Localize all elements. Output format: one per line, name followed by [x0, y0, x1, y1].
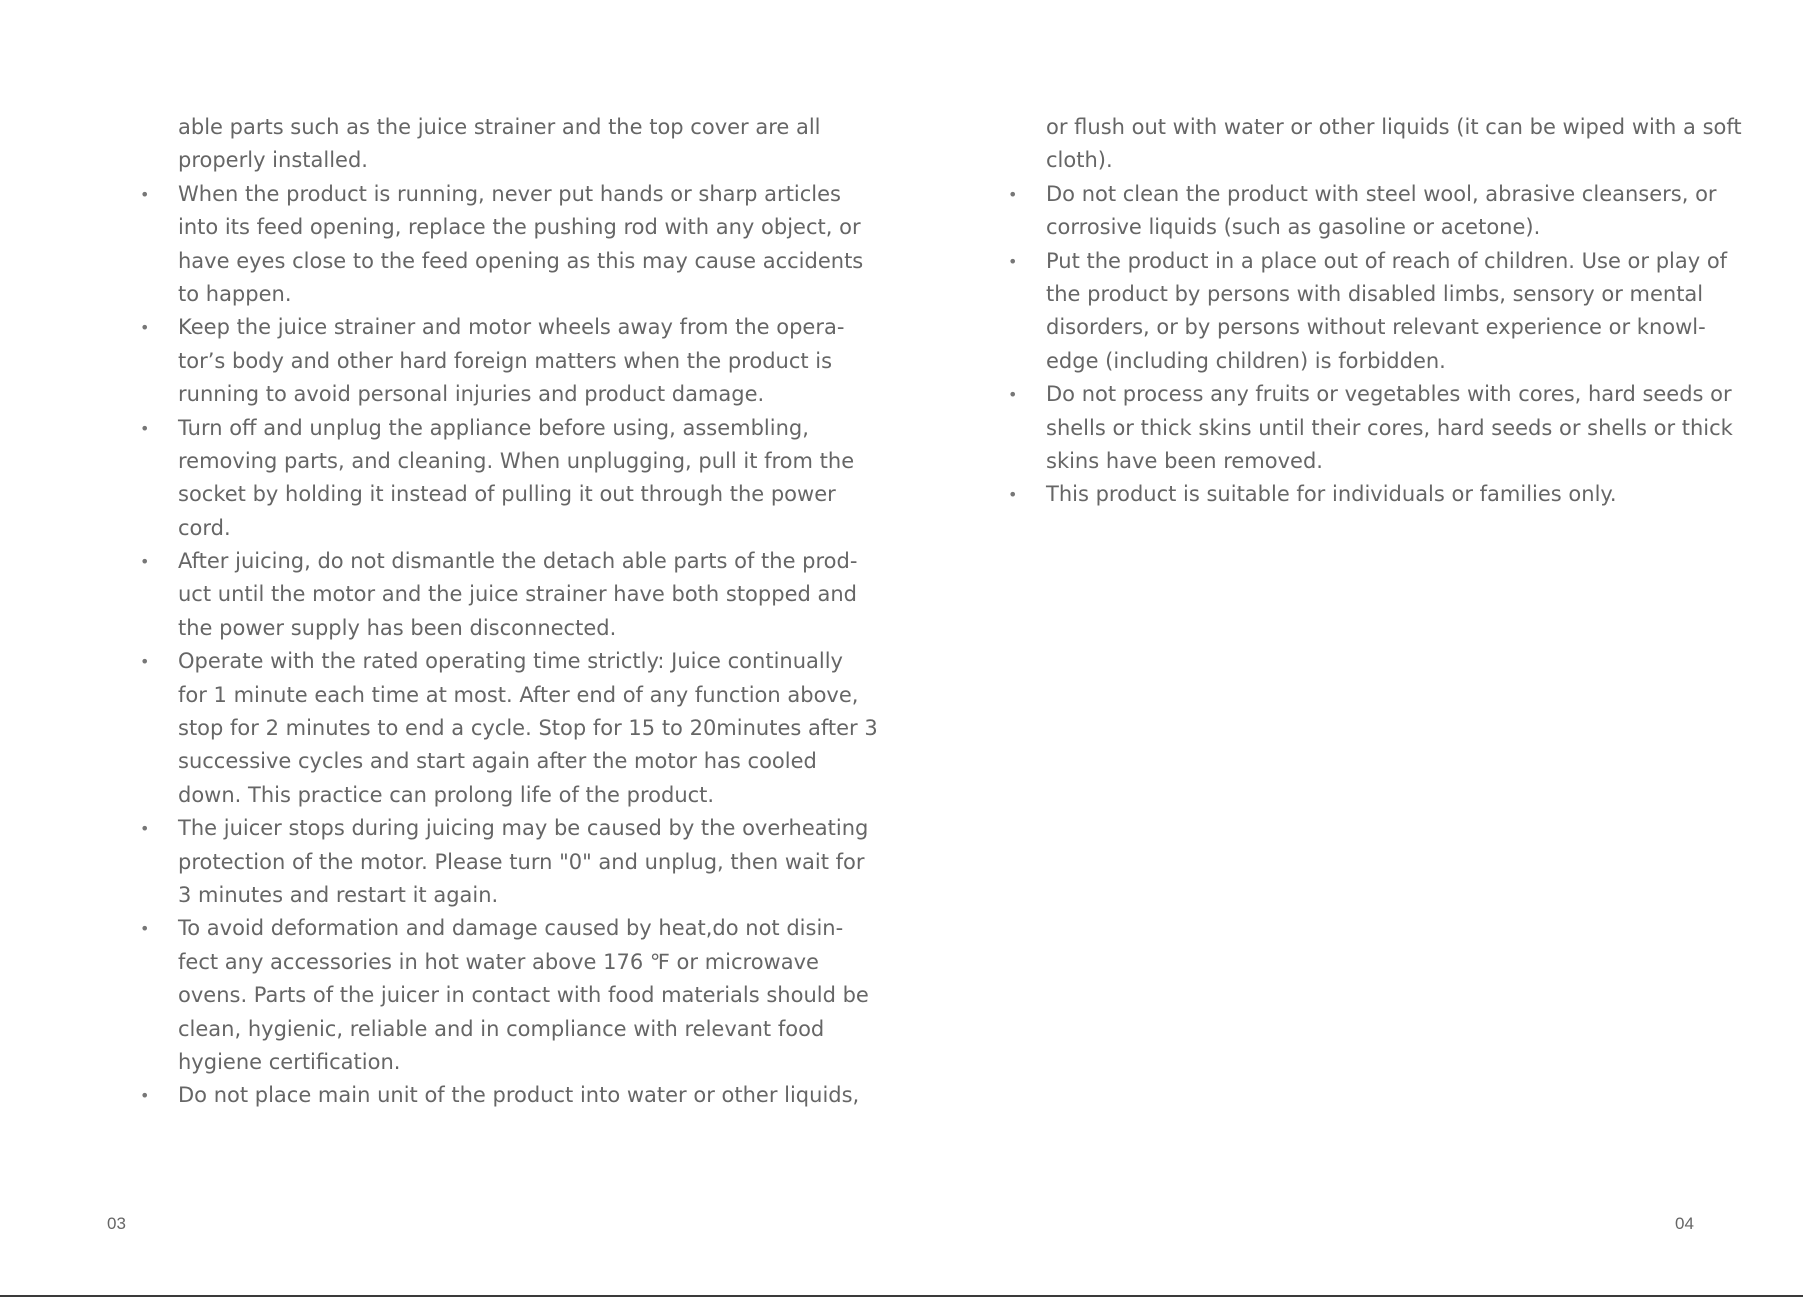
line-text: the power supply has been disconnected. — [178, 615, 617, 640]
line-text: removing parts, and cleaning. When unplugging, pull it from the — [178, 448, 855, 473]
line-text: Keep the juice strainer and motor wheels away from the opera- — [178, 315, 845, 340]
bullet-icon: • — [140, 919, 150, 939]
bullet-icon: • — [140, 652, 150, 672]
page-number: 03 — [107, 1214, 126, 1233]
text-line — [1001, 111, 1761, 144]
line-text: cloth). — [1046, 148, 1113, 173]
text-line — [133, 578, 859, 611]
text-line — [133, 445, 859, 478]
list-item-start-line — [1001, 178, 1761, 211]
text-line — [133, 979, 869, 1012]
bullet-icon: • — [1008, 184, 1018, 204]
bullet-icon: • — [1008, 251, 1018, 271]
line-text: ovens. Parts of the juicer in contact with food materials should be — [178, 983, 869, 1008]
text-line — [133, 345, 859, 378]
text-line — [1001, 445, 1761, 478]
text-line — [133, 245, 864, 278]
text-line — [133, 879, 859, 912]
text-line — [133, 144, 859, 177]
right-page — [901, 0, 1802, 1299]
line-text: Do not place main unit of the product into water or other liquids, — [178, 1083, 860, 1108]
list-item-start-line — [1001, 245, 1761, 278]
text-line — [133, 946, 859, 979]
line-text: cord. — [178, 515, 231, 540]
line-text: to happen. — [178, 281, 292, 306]
text-line — [133, 1013, 859, 1046]
left-page — [0, 0, 901, 1299]
text-line — [133, 211, 859, 244]
text-line — [133, 612, 859, 645]
line-text: Operate with the rated operating time strictly: Juice continually — [178, 649, 843, 674]
line-text: protection of the motor. Please turn "0" and unplug, then wait for — [178, 849, 865, 874]
line-text: the product by persons with disabled limbs, sensory or mental — [1046, 281, 1704, 306]
line-text: edge (including children) is forbidden. — [1046, 348, 1446, 373]
text-line — [133, 846, 865, 879]
line-text: The juicer stops during juicing may be caused by the overheating — [178, 816, 869, 841]
text-line — [133, 779, 859, 812]
text-line — [1001, 311, 1761, 344]
page-number: 04 — [1675, 1214, 1694, 1233]
text-line — [133, 378, 859, 411]
line-text: 3 minutes and restart it again. — [178, 882, 499, 907]
bullet-icon: • — [140, 819, 150, 839]
line-text: This product is suitable for individuals or families only. — [1046, 482, 1617, 507]
line-text: stop for 2 minutes to end a cycle. Stop for 15 to 20minutes after 3 — [178, 716, 878, 741]
line-text: clean, hygienic, reliable and in compliance with relevant food — [178, 1016, 825, 1041]
line-text: for 1 minute each time at most. After end of any function above, — [178, 682, 859, 707]
list-item-start-line — [1001, 478, 1761, 511]
line-text: uct until the motor and the juice strainer have both stopped and — [178, 582, 858, 607]
line-text: After juicing, do not dismantle the detach able parts of the prod- — [178, 549, 858, 574]
list-item-start-line — [133, 412, 859, 445]
line-text: have eyes close to the feed opening as this may cause accidents — [178, 248, 864, 273]
bottom-rule — [0, 1295, 1803, 1297]
line-text: socket by holding it instead of pulling it out through the power — [178, 482, 836, 507]
bullet-icon: • — [140, 552, 150, 572]
line-text: corrosive liquids (such as gasoline or acetone). — [1046, 215, 1541, 240]
text-line — [133, 512, 859, 545]
line-text: shells or thick skins until their cores, hard seeds or shells or thick — [1046, 415, 1733, 440]
text-line — [133, 111, 859, 144]
line-text: tor’s body and other hard foreign matters when the product is — [178, 348, 833, 373]
line-text: To avoid deformation and damage caused by heat,do not disin- — [178, 916, 844, 941]
list-item-start-line — [133, 645, 859, 678]
list-item-start-line — [133, 812, 869, 845]
line-text: Turn off and unplug the appliance before using, assembling, — [178, 415, 809, 440]
text-line — [133, 712, 878, 745]
list-item-start-line — [133, 311, 859, 344]
list-item-start-line — [133, 1079, 859, 1112]
text-line — [133, 278, 859, 311]
right-text-column — [1001, 111, 1761, 512]
line-text: down. This practice can prolong life of the product. — [178, 782, 715, 807]
list-item-start-line — [133, 545, 859, 578]
list-item-start-line — [133, 178, 859, 211]
line-text: When the product is running, never put hands or sharp articles — [178, 181, 841, 206]
line-text: Do not process any fruits or vegetables with cores, hard seeds or — [1046, 382, 1732, 407]
line-text: skins have been removed. — [1046, 448, 1323, 473]
list-item-start-line — [133, 912, 859, 945]
line-text: successive cycles and start again after the motor has cooled — [178, 749, 817, 774]
line-text: hygiene certification. — [178, 1049, 401, 1074]
line-text: Do not clean the product with steel wool, abrasive cleansers, or — [1046, 181, 1717, 206]
line-text: Put the product in a place out of reach of children. Use or play of — [1046, 248, 1728, 273]
bullet-icon: • — [140, 418, 150, 438]
line-text: disorders, or by persons without relevant experience or knowl- — [1046, 315, 1706, 340]
text-line — [133, 478, 859, 511]
line-text: into its feed opening, replace the pushing rod with any object, or — [178, 215, 861, 240]
text-line — [1001, 345, 1761, 378]
bullet-icon: • — [1008, 385, 1018, 405]
text-line — [1001, 278, 1761, 311]
bullet-icon: • — [1008, 485, 1018, 505]
line-text: properly installed. — [178, 148, 368, 173]
line-text: fect any accessories in hot water above 176 ℉ or microwave — [178, 949, 819, 974]
line-text: able parts such as the juice strainer and the top cover are all — [178, 115, 821, 139]
bullet-icon: • — [140, 1086, 150, 1106]
text-line — [133, 679, 859, 712]
line-text: or flush out with water or other liquids (it can be wiped with a soft — [1046, 115, 1742, 139]
text-line — [1001, 412, 1761, 445]
text-line — [133, 1046, 859, 1079]
text-line — [1001, 144, 1761, 177]
text-line — [133, 745, 859, 778]
bullet-icon: • — [140, 184, 150, 204]
list-item-start-line — [1001, 378, 1761, 411]
left-text-column — [133, 111, 878, 1113]
text-line — [1001, 211, 1761, 244]
bullet-icon: • — [140, 318, 150, 338]
line-text: running to avoid personal injuries and product damage. — [178, 382, 765, 407]
